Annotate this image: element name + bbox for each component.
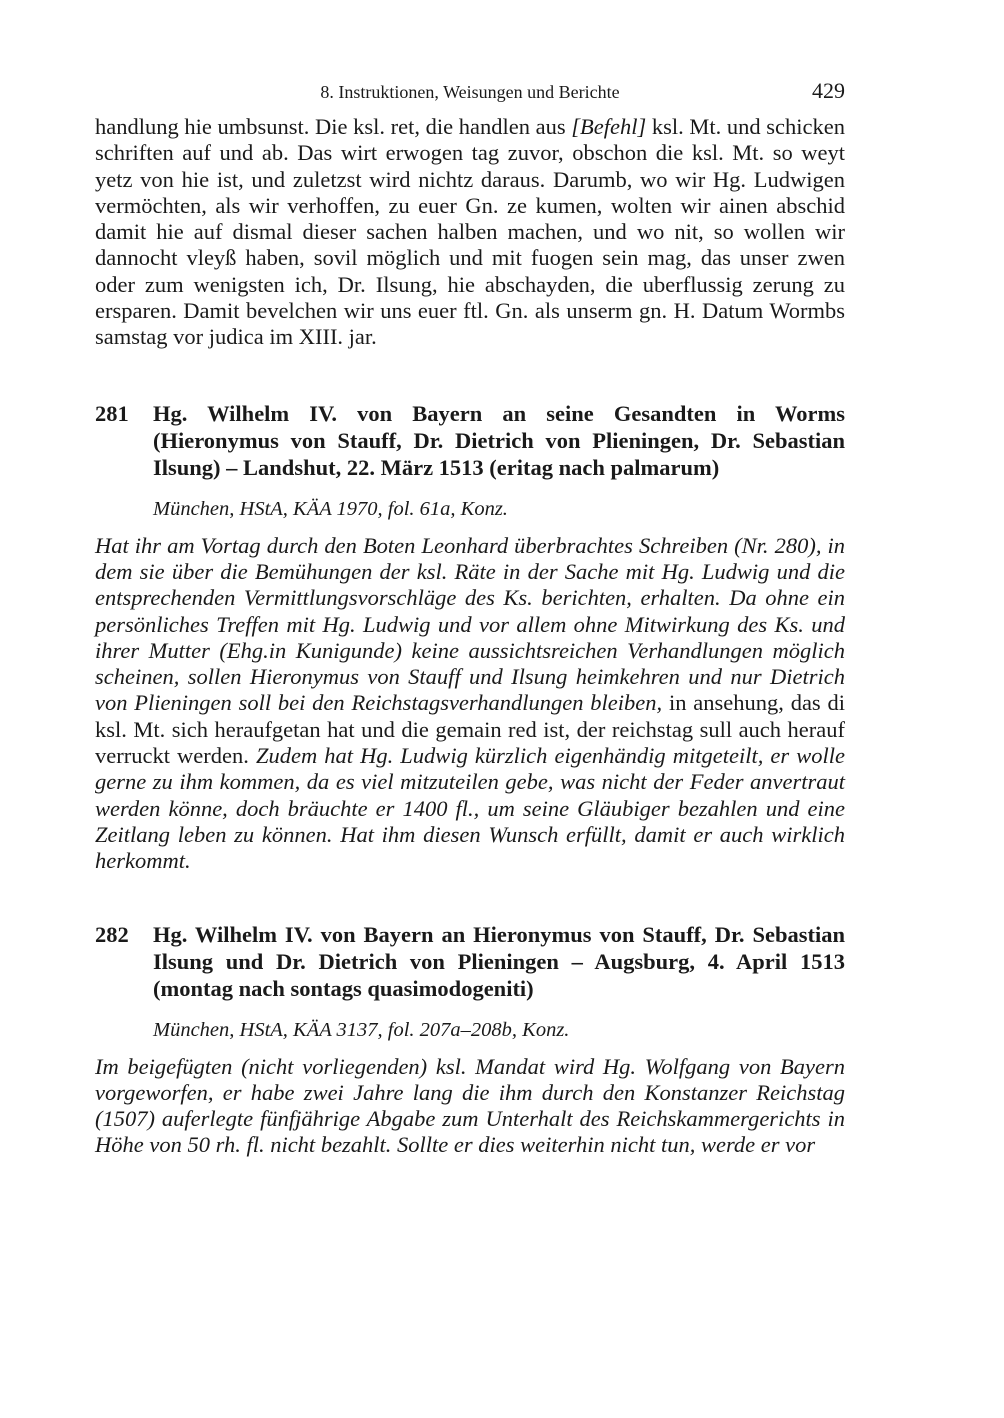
summary-italic: Im beigefügten (nicht vorliegenden) ksl. Mandat wird Hg. Wolfgang von Bayern vorgeworfen, er habe zwei Jahre lang die ihm durch den Konstanzer Reichstag (1507) auferlegte fünfjährige Abgabe zum Unterhalt des Reichskammergerichts in Höhe von 50 rh. fl. nicht bezahlt. Sollte er dies weiterhin nicht tun, werde er vor	[95, 1053, 845, 1158]
continuation-paragraph	[95, 114, 845, 351]
continuation-text: ksl. Mt. und schicken schriften auf und ab. Das wirt erwogen tag zuvor, obschon die ksl. Mt. so weyt yetz von hie ist, und zuletzst wird nichtz daraus. Darumb, wo wir Hg. Ludwigen vermöchten, als wir verhoffen, zu euer Gn. ze kumen, wolten wir ainen abschid damit hie auf dismal dieser sachen halben machen, und wo nit, so wollen wir dannocht vleyß haben, sovil möglich und mit fuogen sein mag, das unser zwen oder zum wenigsten ich, Dr. Ilsung, hie abschayden, die uberflussig zerung zu ersparen. Damit bevelchen wir uns euer ftl. Gn. als unserm gn. H. Datum Wormbs samstag vor judica im XIII. jar.	[95, 114, 845, 350]
entry-title: Hg. Wilhelm IV. von Bayern an Hieronymus von Stauff, Dr. Sebastian Ilsung und Dr. Dietrich von Plieningen – Augsburg, 4. April 1513 (montag nach sontags quasimodogeniti)	[153, 921, 845, 1001]
summary-italic: Zudem hat Hg. Ludwig kürzlich eigenhändig mitgeteilt, er wolle gerne zu ihm kommen, da es viel mitzuteilen gebe, was nicht der Feder anvertraut werden könne, doch bräuchte er 1400 fl., um seine Gläubiger bezahlen und eine Zeitlang leben zu können. Hat ihm diesen Wunsch erfüllt, damit er auch wirklich herkommt.	[95, 743, 845, 874]
running-head	[95, 78, 845, 110]
entry-summary	[95, 533, 845, 875]
continuation-text: handlung hie umbsunst. Die ksl. ret, die handlen aus	[95, 114, 572, 139]
entry-title: Hg. Wilhelm IV. von Bayern an seine Gesandten in Worms (Hieronymus von Stauff, Dr. Dietrich von Plieningen, Dr. Sebastian Ilsung) – Landshut, 22. März 1513 (eritag nach palmarum)	[153, 400, 845, 480]
running-head-title: 8. Instruktionen, Weisungen und Berichte	[320, 82, 620, 102]
summary-italic: Hat ihr am Vortag durch den Boten Leonhard überbrachtes Schreiben (Nr. 280), in dem sie über die Bemühungen der ksl. Räte in der Sache mit Hg. Ludwig und die entsprechenden Vermittlungsvorschläge des Ks. berichten, erhalten. Da ohne ein persönliches Treffen mit Hg. Ludwig und vor allem ohne Mitwirkung des Ks. und ihrer Mutter (Ehg.in Kunigunde) keine aussichtsreichen Verhandlungen möglich scheinen, sollen Hieronymus von Stauff und Ilsung heimkehren und nur Dietrich von Plieningen soll bei den Reichstagsverhandlungen bleiben,	[95, 532, 845, 716]
entry-heading	[95, 400, 845, 481]
entry-source: München, HStA, KÄA 1970, fol. 61a, Konz.	[153, 497, 508, 520]
entry-heading	[95, 921, 845, 1002]
document-entry-282	[95, 921, 845, 1159]
entry-number: 282	[95, 921, 129, 947]
document-page	[95, 78, 845, 1159]
document-entry-281	[95, 400, 845, 875]
summary-quote: in ansehung, das di ksl. Mt. sich heraufgetan hat und die gemain red ist, der reichstag sull auch herauf verruckt werden.	[95, 690, 845, 769]
editorial-insertion: [Befehl]	[571, 114, 647, 139]
entry-source: München, HStA, KÄA 3137, fol. 207a–208b, Konz.	[153, 1018, 570, 1041]
entry-number: 281	[95, 400, 129, 426]
page-number: 429	[812, 78, 845, 103]
entry-summary	[95, 1054, 845, 1159]
